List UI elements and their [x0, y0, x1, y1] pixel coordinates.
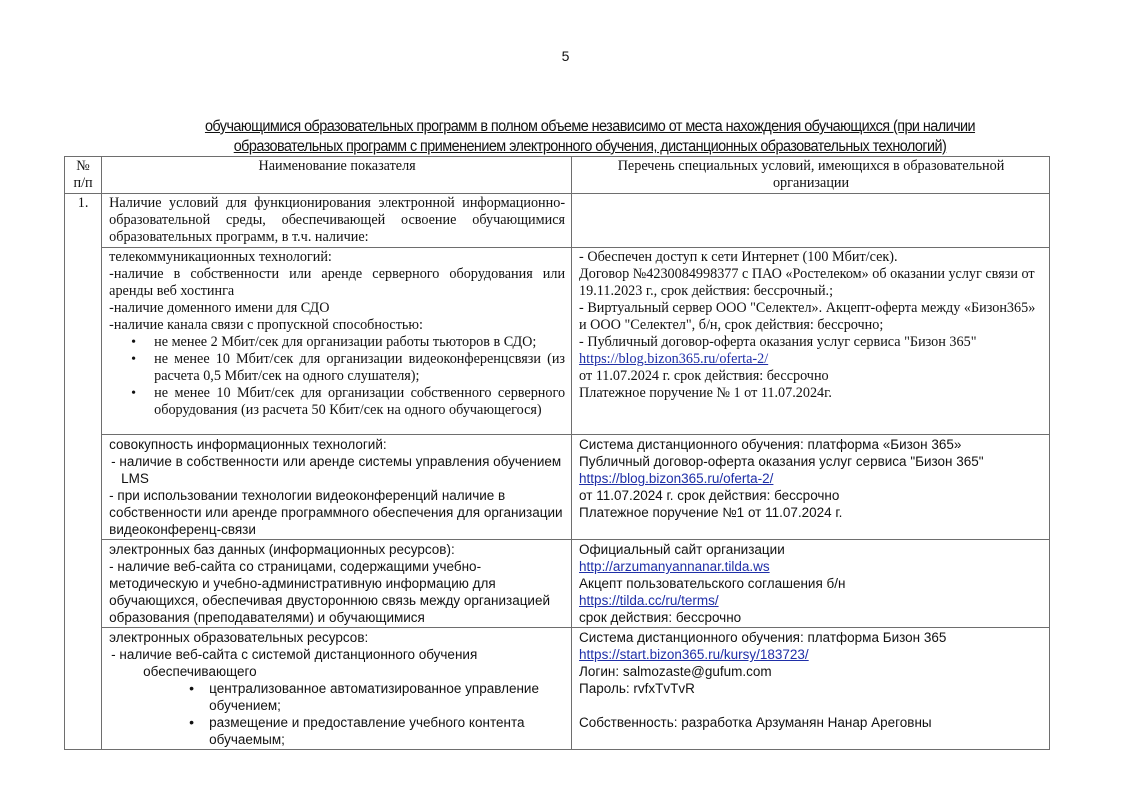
table-row: [65, 540, 1050, 628]
rostelecom-contract: Договор №4230084998377 с ПАО «Ростелеком» об оказании услуг связи от 19.11.2023 г., срок действия: бессрочный.;: [579, 266, 1035, 299]
heading-line-1: обучающимися образовательных программ в полном объеме независимо от места нахождения обучающихся (при наличии: [204, 118, 976, 135]
databases-indicator: [102, 540, 572, 628]
section-heading: [134, 117, 1045, 157]
infotech-title: совокупность информационных технологий:: [109, 437, 387, 452]
list-item: • размещение и предоставление учебного контента обучаемым;: [109, 714, 565, 748]
telecom-indicator: [102, 248, 572, 435]
payment-order: Платежное поручение № 1 от 11.07.2024г.: [579, 385, 832, 401]
infotech-video: - при использовании технологии видеоконференций наличие в собственности или аренде программного обеспечения для организации видеоконференц-связи: [109, 488, 563, 537]
eduresources-conditions: [572, 628, 1050, 750]
bizon-offer-link[interactable]: https://blog.bizon365.ru/oferta-2/: [579, 471, 774, 486]
databases-conditions: [572, 540, 1050, 628]
offer-validity: от 11.07.2024 г. срок действия: бессрочно: [579, 368, 829, 384]
list-item: • не менее 2 Мбит/сек для организации работы тьюторов в СДО;: [109, 334, 565, 351]
telecom-server: -наличие в собственности или аренде серверного оборудования или аренды веб хостинга: [109, 266, 566, 299]
tilda-terms-link[interactable]: https://tilda.cc/ru/terms/: [579, 593, 719, 608]
official-site-label: Официальный сайт организации: [579, 542, 785, 557]
header-conditions: Перечень специальных условий, имеющихся в образовательной организации: [572, 157, 1050, 194]
telecom-bullets: [109, 334, 565, 419]
telecom-conditions: [572, 248, 1050, 435]
eduresources-bullets: [109, 680, 565, 748]
offer-validity: от 11.07.2024 г. срок действия: бессрочно: [579, 488, 840, 503]
lms-platform: Система дистанционного обучения: платформа «Бизон 365»: [579, 437, 962, 452]
table-header-row: [65, 157, 1050, 194]
infotech-lms: - наличие в собственности или аренде системы управления обучением LMS: [111, 454, 562, 486]
eduresources-title: электронных образовательных ресурсов:: [109, 630, 369, 645]
row-conditions-empty: [572, 194, 1050, 248]
payment-order: Платежное поручение №1 от 11.07.2024 г.: [579, 505, 843, 520]
infotech-indicator: [102, 435, 572, 540]
eduresources-website: - наличие веб-сайта с системой дистанционного обучения обеспечивающего: [111, 647, 478, 679]
infotech-conditions: [572, 435, 1050, 540]
row-indicator-main: Наличие условий для функционирования электронной информационно-образовательной среды, обеспечивающей освоение обучающимися образовательных программ, в т.ч. наличие:: [102, 194, 572, 248]
conditions-table: [64, 156, 1050, 750]
list-item: • централизованное автоматизированное управление обучением;: [109, 680, 565, 714]
selectel-server: - Виртуальный сервер ООО "Селектел». Акцепт-оферта между «Бизон365» и ООО "Селектел", б/н, срок действия: бессрочно;: [579, 300, 1036, 333]
bizon-offer: Публичный договор-оферта оказания услуг сервиса "Бизон 365": [579, 454, 984, 469]
password-value: Пароль: rvfxTvTvR: [579, 681, 695, 696]
header-name: Наименование показателя: [102, 157, 572, 194]
list-item: • не менее 10 Мбит/сек для организации видеоконференцсвязи (из расчета 0,5 Мбит/сек на одного слушателя);: [109, 351, 565, 385]
telecom-domain: -наличие доменного имени для СДО: [109, 300, 330, 316]
databases-title: электронных баз данных (информационных ресурсов):: [109, 542, 455, 557]
agreement-validity: срок действия: бессрочно: [579, 610, 742, 625]
telecom-channel: -наличие канала связи с пропускной способностью:: [109, 317, 423, 333]
user-agreement: Акцепт пользовательского соглашения б/н: [579, 576, 846, 591]
telecom-title: телекоммуникационных технологий:: [109, 249, 332, 265]
page-number: 5: [561, 48, 570, 64]
internet-access: - Обеспечен доступ к сети Интернет (100 Мбит/сек).: [579, 249, 898, 265]
row-number: 1.: [65, 194, 102, 750]
course-link[interactable]: https://start.bizon365.ru/kursy/183723/: [579, 647, 809, 662]
table-row: [65, 628, 1050, 750]
heading-line-2: образовательных программ с применением электронного обучения, дистанционных образовательных технологий): [233, 138, 947, 155]
bizon-offer: - Публичный договор-оферта оказания услуг сервиса "Бизон 365": [579, 334, 977, 350]
databases-website: - наличие веб-сайта со страницами, содержащими учебно-методическую и учебно-административную информацию для обучающихся, обеспечивая двустороннюю связь между организацией образования (преподавателями) и обучающимися: [109, 559, 551, 625]
header-num: № п/п: [65, 157, 102, 194]
eduresources-indicator: [102, 628, 572, 750]
table-row: [65, 194, 1050, 248]
list-item: • не менее 10 Мбит/сек для организации собственного серверного оборудования (из расчета 50 Кбит/сек на одного обучающегося): [109, 385, 565, 419]
table-row: [65, 435, 1050, 540]
login-value: Логин: salmozaste@gufum.com: [579, 664, 772, 679]
bizon-offer-link[interactable]: https://blog.bizon365.ru/oferta-2/: [579, 351, 769, 367]
lms-platform: Система дистанционного обучения: платформа Бизон 365: [579, 630, 947, 645]
table-row: [65, 248, 1050, 435]
ownership: Собственность: разработка Арзуманян Нанар Ареговны: [579, 715, 932, 730]
official-site-link[interactable]: http://arzumanyannanar.tilda.ws: [579, 559, 770, 574]
